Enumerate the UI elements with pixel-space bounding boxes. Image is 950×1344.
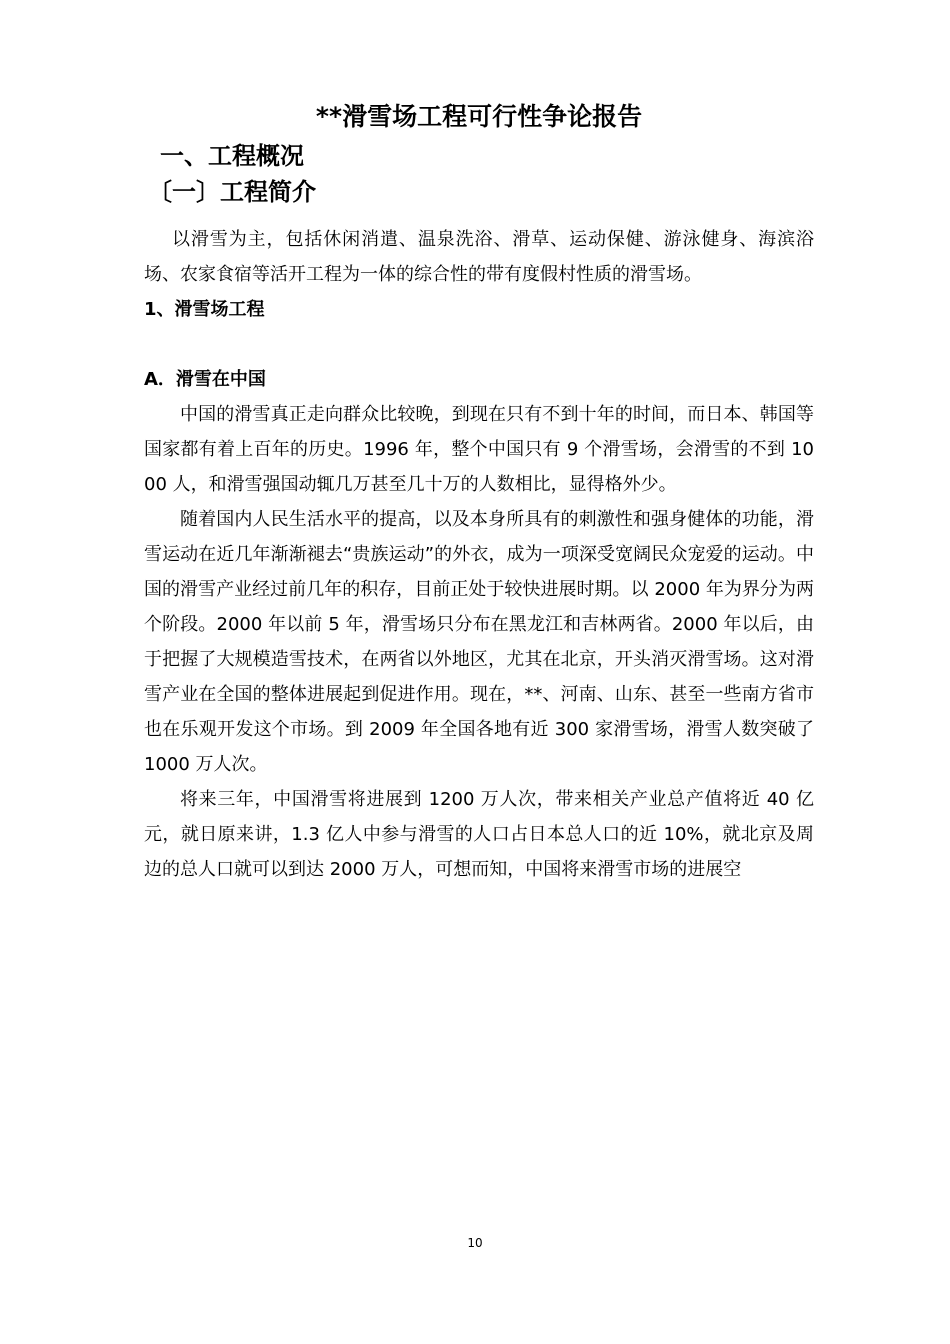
document-title: **滑雪场工程可行性争论报告	[315, 102, 643, 131]
body-paragraph-history: 中国的滑雪真正走向群众比较晚，到现在只有不到十年的时间，而日本、韩国等国家都有着上百年的历史。1996 年，整个中国只有 9 个滑雪场，会滑雪的不到 1000 人，和滑雪强国动辄几万甚至几十万的人数相比，显得格外少。	[144, 404, 814, 495]
body-paragraph-outlook: 将来三年，中国滑雪将进展到 1200 万人次，带来相关产业总产值将近 40 亿元，就日原来讲，1.3 亿人中参与滑雪的人口占日本总人口的近 10%，就北京及周边的总人口就可以到达 2000 万人，可想而知，中国将来滑雪市场的进展空	[144, 789, 814, 880]
intro-paragraph: 以滑雪为主，包括休闲消遣、温泉洗浴、滑草、运动保健、游泳健身、海滨浴场、农家食宿等活开工程为一体的综合性的带有度假村性质的滑雪场。	[144, 229, 814, 285]
section-heading-introduction: 〔一〕工程简介	[148, 178, 316, 206]
page-number: 10	[467, 1236, 483, 1250]
section-heading-overview: 一、工程概况	[160, 142, 304, 170]
subsection-heading-skiing-in-china: A．滑雪在中国	[144, 369, 266, 390]
body-paragraph-development: 随着国内人民生活水平的提高，以及本身所具有的刺激性和强身健体的功能，滑雪运动在近几年渐渐褪去“贵族运动”的外衣，成为一项深受宽阔民众宠爱的运动。中国的滑雪产业经过前几年的积存，目前正处于较快进展时期。以 2000 年为界分为两个阶段。2000 年以前 5 年，滑雪场只分布在黑龙江和吉林两省。2000 年以后，由于把握了大规模造雪技术，在两省以外地区，尤其在北京，开头消灭滑雪场。这对滑雪产业在全国的整体进展起到促进作用。现在，**、河南、山东、甚至一些南方省市也在乐观开发这个市场。到 2009 年全国各地有近 300 家滑雪场，滑雪人数突破了 1000 万人次。	[144, 509, 814, 775]
subsection-heading-ski-resort: 1、滑雪场工程	[144, 299, 265, 320]
document-body	[144, 96, 814, 887]
